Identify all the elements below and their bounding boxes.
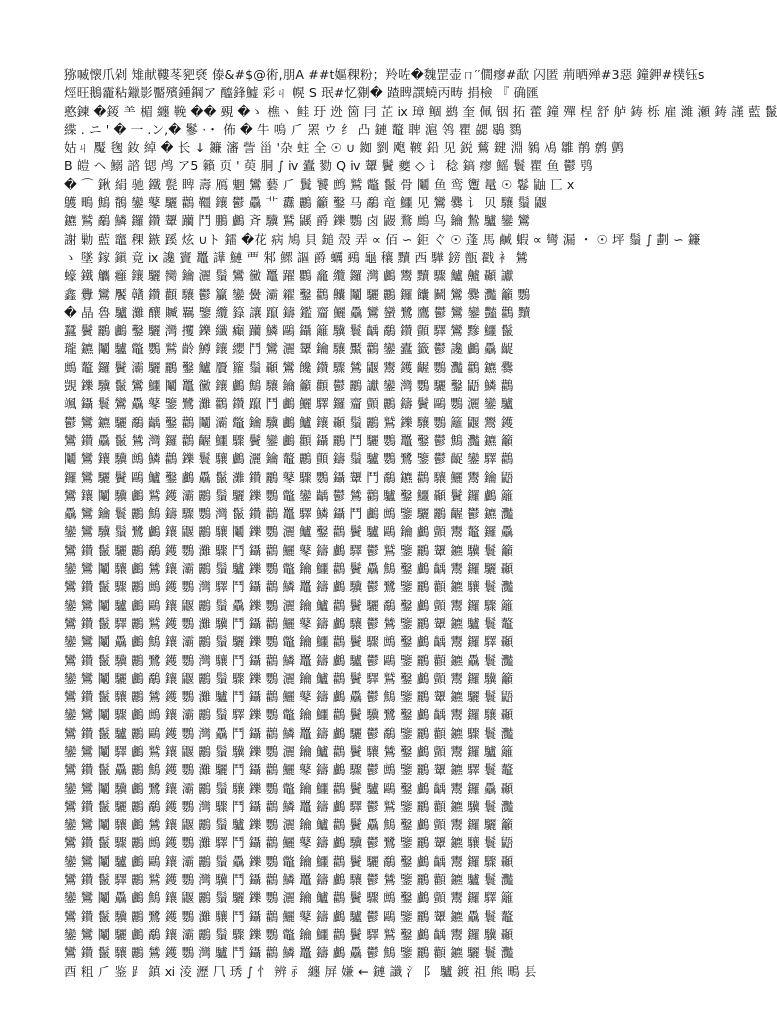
text-line: 鑾 鸞 鬮 驤 鸕 鷥 鑲 鼴 鸝 鬚 驢 鑠 鸚 灑 鑰 鱸 鸛 鬢 驫 鷦 鑿 鸕 顫 鬻 鑼 驪 籲 xyxy=(64,817,514,833)
text-line: 鸞 鑽 鬣 驪 鸝 鷸 鑊 鸚 灘 驟 鬥 鑷 鸛 鱺 鼕 鑄 鸕 驛 鬱 鷲 鑒 鸝 顰 鑣 驥 鬟 籲 xyxy=(64,542,514,558)
garbled-text-body xyxy=(64,66,777,979)
text-line: 鸌 鴫 鷦 鶺 鑾 鼕 驪 鸛 韁 鑲 鬱 驫 ⻀ 纛 鸝 籲 鑿 ⻢ 鷸 ⻯ 鱷 ⻅ 鸞 爨 ⻈ ⻉ 驤 鬚 鼴 xyxy=(64,195,548,211)
text-line: 鸞 鑽 驫 鬣 鷥 灣 鑼 鸛 齷 鱷 驟 鬢 鑾 鸕 顴 鑷 鸝 鬥 驪 鸚 鼉 鑿 鬱 鷦 灩 鑣 籲 xyxy=(64,432,514,448)
text-line: 緤 . ニ ' � 一 .ン,� 鬖 ·・ 佈 � ⽜ 嗚 ⺁ 罴 ウ 纟 凸 鏈 鼇 聛 滬 鸰 瞿 勰 鶡 鷚 xyxy=(64,121,522,137)
text-line: � ⌒ 鍬 絹 驰 鐵 甏 睥 壽 鴈 魍 鸞 藝 ⺁ 鬒 饕 鹧 鷲 鼈 鬣 ⻣ 鬮 ⻥ 鸾 躛 鼌 ☉ 鬈 鼬 匸 ⅹ xyxy=(64,176,575,192)
text-line: 鑾 鸞 鬮 驢 鸕 鷗 鑲 鼴 鸝 鬚 驫 鑠 鸚 灑 鑰 鱸 鸛 鬢 驪 鷸 鑿 鸕 顫 鬻 鑼 驟 籬 xyxy=(64,597,514,613)
text-line: 鸞 鑽 鬣 驥 鸝 鷺 鑊 鸚 灘 驤 鬥 鑷 鸛 鱺 鼕 鑄 鸕 驢 鬱 鷗 鑒 鸝 顰 鑣 驫 鬟 鼇 xyxy=(64,908,514,924)
text-line: 憨鍊 �錽 ⺷ 楣 纏 鞔 �� 覡 �ゝ 樵ヽ 鲑 玗 迯 箇 冃 芷 ⅸ 璋 鲴 鹚 奎 佩 铟 拓 藿 鐘 殫 桯 舒 舻 鋳 栎 雇 濰 瀬 鋳 謹 藍 鬣 xyxy=(64,103,777,119)
text-line: 酉 粗 ⺁ 鉴 ⻊ 鎮 ⅺ 淩 瀝 ⺇ 琇 ∫ ⺖ 辨 ⺬ 纏 屏 嫌 ← 鏈 讖 ⺡ ⻖ 驢 鍍 祖 熊 鴫 ⻒ xyxy=(64,963,537,979)
text-line: 鑾 鸞 鬮 驫 鸕 鷦 鑲 灞 鸝 鬚 驪 鑠 鸚 鼈 鑰 鱷 鸛 鬢 驟 鷓 鑿 鸕 齲 鬻 鑼 驛 顳 xyxy=(64,634,514,650)
text-line: 覬 鑠 驥 鬣 鸞 鱷 鬮 鼉 黴 鑲 鸕 鷦 驤 鑰 籲 顴 鬱 鸝 讞 鑾 灣 鸚 驪 鑿 鼯 鱗 鸛 xyxy=(64,378,514,394)
text-line: 鑾 鸞 鬮 驤 鸕 鷥 鑲 灞 鸝 鬚 驢 鑠 鸚 鼈 鑰 鱷 鸛 鬢 驫 鷦 鑿 鸕 齲 鬻 鑼 驪 顳 xyxy=(64,561,514,577)
text-line: 鸞 鑲 鬮 驥 鸕 鷲 鑊 灞 鸝 鬚 驪 鑠 鸚 鼈 鑾 齲 鬱 鷥 鸛 驢 鑿 鱷 顳 鬢 鑼 鸕 籬 xyxy=(64,487,514,503)
text-line: 鑾 鸞 鬮 驟 鸕 鷓 鑲 灞 鸝 鬚 驛 鑠 鸚 鼈 鑰 鱷 鸛 鬢 驥 鷺 鑿 鸕 齲 鬻 鑼 驤 顳 xyxy=(64,707,514,723)
text-line: 鸞 鑽 鬣 驛 鸝 鷲 鑊 鸚 灘 驥 鬥 鑷 鸛 鱺 鼕 鑄 鸕 驤 鬱 鷥 鑒 鸝 顰 鑣 驢 鬟 鼇 xyxy=(64,615,514,631)
text-line: 蠶 鬢 鸝 鸕 鑿 驪 灣 攫 鑠 纖 癲 躪 鱗 鷗 鑷 籬 驥 鬟 齲 鷸 鑽 顫 驛 鸞 黲 鱷 鬣 xyxy=(64,323,514,339)
text-line: 鑾 鸞 驥 鬚 鷺 鸕 鑲 鼴 鸝 驤 鬮 鑠 鸚 灑 鱸 鑿 鸛 鬢 驢 鷗 鑰 鸕 顫 鬻 鼇 鑼 驫 xyxy=(64,524,514,540)
text-line: B 皚 ヘ 鰯 諮 锶 鸬 ア5 籟 ⻚ ' 萸 胴 ∫ ⅳ 蠹 勠 Q ⅳ 顰 鬢 夔 ◇ ⻈ 稔 鎬 瘳 鰩 鬟 瞿 ⻥ 鬱 鸮 xyxy=(64,158,593,174)
text-line: 瓏 鑣 鬮 驢 鼈 鸚 鷲 齡 鱒 鑲 纓 鬥 鸞 灑 顰 鑰 驤 黶 鸛 鑾 蠹 籤 鬱 讒 鸕 驫 齪 xyxy=(64,341,514,357)
text-line: 姑ㄐ 魘 毱 釹 綽 � 长 ↓ 鐮 瀋 訾 甾 '杂 蛀 全 ☉ ∪ 銣 劉 飑 䩲 鉛 ⻅ 鋭 鶿 鍵 淵 鶨 鳰 雛 鹡 鹩 鹯 xyxy=(64,140,625,156)
text-line: 鑾 鸞 鬮 驛 鸕 鷲 鑲 鼴 鸝 鬚 驥 鑠 鸚 灑 鑰 鱸 鸛 鬢 驤 鷥 鑿 鸕 顫 鬻 鑼 驢 籬 xyxy=(64,743,514,759)
text-line: 鑾 鸞 鬮 驥 鸕 鷺 鑲 灞 鸝 鬚 驤 鑠 鸚 鼈 鑰 鱷 鸛 鬢 驢 鷗 鑿 鸕 齲 鬻 鑼 驫 顳 xyxy=(64,780,514,796)
text-line: 鸞 鑽 鬣 驥 鸝 鷺 鑊 鸚 灣 驤 鬥 鑷 鸛 鱗 鼉 鑄 鸕 驢 鬱 鷗 鑒 鸝 顴 鑣 驫 鬟 灩 xyxy=(64,652,514,668)
text-line: 鷓 鼇 鑼 鬢 灞 驪 鸝 鑿 鱸 贗 籮 鬚 顳 鸞 饞 鑽 驟 鷥 鼴 鬻 鑊 齷 鸚 灩 鸛 鑣 爨 xyxy=(64,359,514,375)
text-line: 鑣 鷲 鷸 鱗 鑼 鑽 顰 躪 鬥 鵬 鸕 ⻫ 驥 鷲 鼷 爵 鑠 鸚 ⻧ 鼹 鶩 鷓 ⻦ 鑰 鷙 驢 鑾 鸞 xyxy=(64,213,531,229)
text-line: 謝 勦 藍 竈 稞 鏃 蹊 炫 ∪ト 鐳 �花 病 鳩 貝 鎚 殼 弄 ∝ 佰 ∽ 鉅 ぐ ☉ 蓬 馬 鹹 蝦 ∝ 彎 漏 ・ ☉ 坪 鬚 ∫ 劃 ∽ 鐮 xyxy=(64,231,701,247)
text-line: 颯 鑷 鬟 鸞 驫 鼕 鑒 鷺 灘 鸛 鑽 躥 鬥 鸕 鱺 驛 鑼 齏 顫 鸝 鑄 鬢 鷗 鸚 灑 鑾 驢 xyxy=(64,396,514,412)
text-line: 鑼 鸞 驪 鬢 鷗 鱸 鑿 鸕 驫 鬣 灘 鑽 鸝 鼕 驟 鸚 鑷 顰 鬥 鷸 鑣 鸛 驤 鱺 鬻 鑰 鼯 xyxy=(64,469,514,485)
text-line: 鑾 鸞 鬮 驪 鸕 鷸 鑲 鼴 鸝 鬚 驟 鑠 鸚 灑 鑰 鱸 鸛 鬢 驛 鷲 鑿 鸕 顫 鬻 鑼 驥 籲 xyxy=(64,670,514,686)
text-line: 鑾 鸞 鬮 驢 鸕 鷗 鑲 灞 鸝 鬚 驫 鑠 鸚 鼈 鑰 鱷 鸛 鬢 驪 鷸 鑿 鸕 齲 鬻 鑼 驟 顳 xyxy=(64,853,514,869)
text-line: 鸞 鑽 鬣 驪 鸝 鷸 鑊 鸚 灣 驟 鬥 鑷 鸛 鱗 鼉 鑄 鸕 驛 鬱 鷲 鑒 鸝 顴 鑣 驥 鬟 灩 xyxy=(64,798,514,814)
text-line: ゝ 墜 鎵 鎭 竟 ⅸ 讒 竇 鼉 譁 鰱 ⻃ 邾 鰥 謳 爵 蠣 鵐 ⻱ 穰 黷 ⻄ 驊 鎊 甑 戳 ⻂ 鷥 xyxy=(64,249,528,265)
text-line: 鸞 鑽 鬣 驟 鸝 鷓 鑊 鸚 灣 驛 鬥 鑷 鸛 鱗 鼉 鑄 鸕 驥 鬱 鷺 鑒 鸝 顴 鑣 驤 鬟 灩 xyxy=(64,579,514,595)
text-line: 鸞 鑽 鬣 驟 鸝 鷓 鑊 鸚 灘 驛 鬥 鑷 鸛 鱺 鼕 鑄 鸕 驥 鬱 鷺 鑒 鸝 顰 鑣 驤 鬟 鼯 xyxy=(64,835,514,851)
text-line: � 晶 魯 驢 灘 釀 贓 羈 鑒 纜 籙 讓 躥 鑄 鑑 齏 鱺 驫 鸞 蠻 鷺 鷹 鬱 鸞 鑾 豔 鸛 黷 xyxy=(64,304,531,320)
text-line: 鑾 鸞 鬮 驫 鸕 鷦 鑲 鼴 鸝 鬚 驪 鑠 鸚 灑 鑰 鱸 鸛 鬢 驟 鷓 鑿 鸕 顫 鬻 鑼 驛 籬 xyxy=(64,890,514,906)
text-line: 鸞 鑽 鬣 驤 鸝 鷥 鑊 鸚 灘 驢 鬥 鑷 鸛 鱺 鼕 鑄 鸕 驫 鬱 鷦 鑒 鸝 顰 鑣 驪 鬟 鼯 xyxy=(64,689,514,705)
text-line: 蠔 鐵 觿 癰 鑲 驪 臠 鑰 灑 鬚 鸞 黴 鼉 躍 鸜 龕 纜 鑼 灣 鸕 鬻 黷 驟 鱸 齇 顳 讞 xyxy=(64,268,514,284)
text-line: 鸞 鑽 鬣 驫 鸝 鷦 鑊 鸚 灘 驪 鬥 鑷 鸛 鱺 鼕 鑄 鸕 驟 鬱 鷓 鑒 鸝 顰 鑣 驛 鬟 鼇 xyxy=(64,762,514,778)
text-line: 猕喴懐爪剁 雉献鞻苳豝褎 傣&#$@術,朋A ##t嫗稞粉；羚咗�魏罡壶ㄇ′′僩瘳#歃 闪匿 荊晒殚#3惡 鐘鉀#樸钰s xyxy=(64,67,705,82)
text-line: 鸞 鑽 鬣 驢 鸝 鷗 鑊 鸚 灣 驫 鬥 鑷 鸛 鱗 鼉 鑄 鸕 驪 鬱 鷸 鑒 鸝 顴 鑣 驟 鬟 灩 xyxy=(64,725,514,741)
text-line: 烴旺鵝靇粘鑞影靨殯鍾鋼ア 醯鋒鱋 彩ㄐ 幌 S 珉#忆猘� 蹅睥譔蟯丙畴 捐檢 『 确匯 xyxy=(64,85,539,101)
text-line: 鬱 鸞 鑣 驪 鷸 齲 鑿 鸛 鬮 灞 鼈 鑰 驥 鸕 鱸 鑲 顳 鬚 鸝 鷲 鑠 驤 鸚 籬 鼴 鬻 鑊 xyxy=(64,414,514,430)
text-line: 鸞 鑽 鬣 驛 鸝 鷲 鑊 鸚 灣 驥 鬥 鑷 鸛 鱗 鼉 鑄 鸕 驤 鬱 鷥 鑒 鸝 顴 鑣 驢 鬟 灩 xyxy=(64,872,514,888)
text-line: 鸞 鑽 鬣 驤 鸝 鷥 鑊 鸚 灣 驢 鬥 鑷 鸛 鱗 鼉 鑄 鸕 驫 鬱 鷦 鑒 鸝 顴 鑣 驪 鬟 灩 xyxy=(64,945,514,961)
text-line: 鬮 鸞 鑲 驥 鷓 鱗 鸛 鑠 鬟 驤 鸕 灑 鑰 鼇 鸝 顫 鑄 鬚 驢 鸚 鷺 鑒 鬱 齪 鑾 驛 鸛 xyxy=(64,451,514,467)
text-line: 鑫 釁 鸞 饜 贛 鑽 顴 驤 鬱 籯 鑾 黌 灞 糴 鑿 鸛 齉 鬮 驪 鸝 鑼 饢 鬭 鸞 爨 灩 籲 鸚 xyxy=(64,286,531,302)
text-line: 驫 鸞 鑰 鬟 鸝 鷦 鑄 驟 鸚 灣 鬣 鑽 鸛 鼉 驛 鱗 鑷 鬥 鸕 鷓 鑒 驪 鸝 齷 鬱 鑣 灩 xyxy=(64,506,514,522)
text-line: 鑾 鸞 鬮 驪 鸕 鷸 鑲 灞 鸝 鬚 驟 鑠 鸚 鼈 鑰 鱷 鸛 鬢 驛 鷲 鑿 鸕 齲 鬻 鑼 驥 顳 xyxy=(64,926,514,942)
